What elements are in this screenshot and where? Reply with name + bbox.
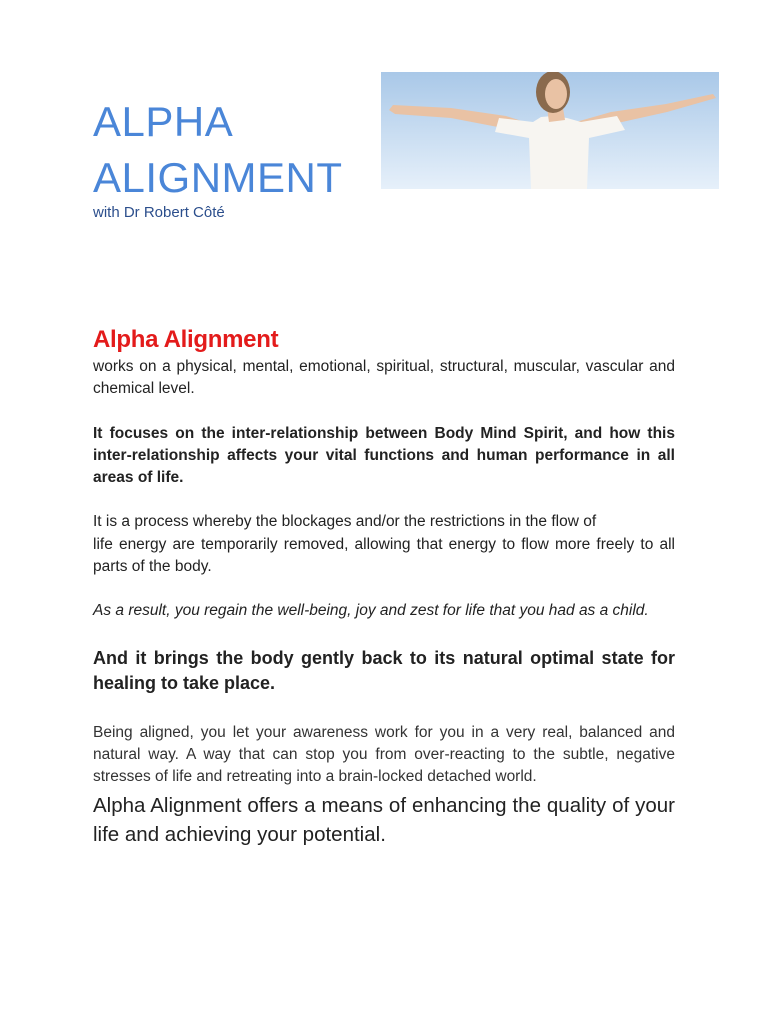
document-title (93, 94, 343, 206)
title-line-2: ALIGNMENT (93, 154, 343, 201)
main-content (93, 324, 675, 849)
paragraph-process-line-1: It is a process whereby the blockages and/or the restrictions in the flow of (93, 513, 597, 531)
paragraph-focus: It focuses on the inter-relationship between Body Mind Spirit, and how this inter-relationship affects your vital functions and human performance in all areas of life. (93, 424, 675, 487)
paragraph-awareness: Being aligned, you let your awareness work for you in a very real, balanced and natural way. A way that can stop you from over-reacting to the subtle, negative stresses of life and retreating into a brain-locked detached world. (93, 723, 675, 786)
woman-arms-outstretched-image (381, 72, 719, 189)
paragraph-healing: And it brings the body gently back to its natural optimal state for healing to take place. (93, 647, 675, 693)
paragraph-enhancing: Alpha Alignment offers a means of enhancing the quality of your life and achieving your potential. (93, 793, 675, 846)
title-line-1: ALPHA (93, 98, 234, 145)
hero-photo (381, 72, 719, 189)
paragraph-process (93, 511, 675, 533)
paragraph-process-continued: life energy are temporarily removed, allowing that energy to flow more freely to all parts of the body. (93, 535, 675, 576)
section-heading: Alpha Alignment (93, 326, 279, 353)
author-subtitle: with Dr Robert Côté (93, 204, 225, 221)
paragraph-result: As a result, you regain the well-being, joy and zest for life that you had as a child. (93, 602, 649, 620)
paragraph-levels: works on a physical, mental, emotional, spiritual, structural, muscular, vascular and chemical level. (93, 358, 675, 398)
face (545, 79, 567, 109)
